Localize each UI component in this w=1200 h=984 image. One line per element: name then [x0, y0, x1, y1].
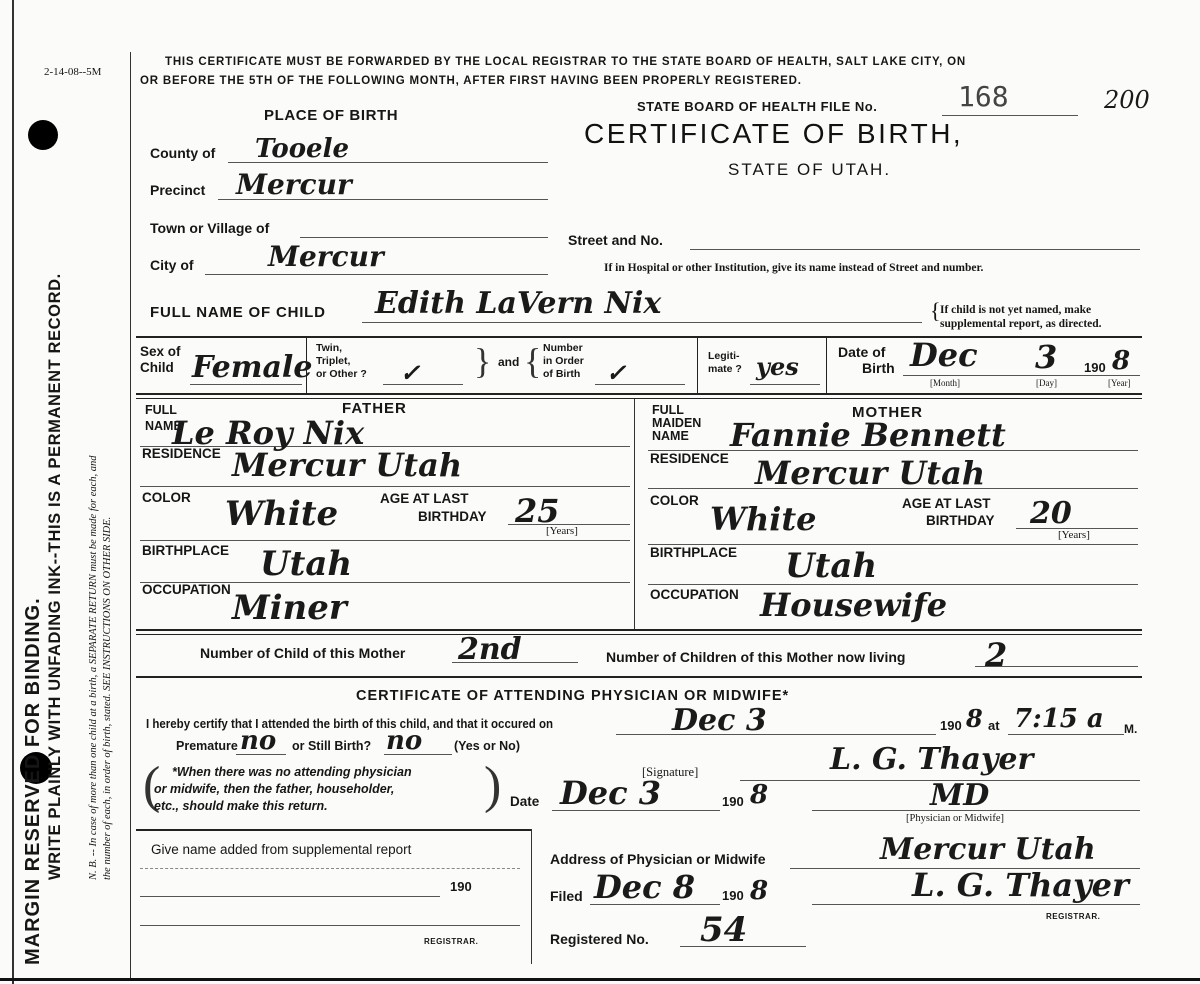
dob-day: 3 — [1035, 338, 1058, 376]
dob-year-prefix: 190 — [1084, 360, 1106, 375]
form-code: 2-14-08--5M — [44, 66, 102, 78]
mother-age-label-2: BIRTHDAY — [926, 513, 995, 528]
father-residence-label: RESIDENCE — [142, 446, 221, 461]
child-number-label: Number of Child of this Mother — [200, 645, 406, 661]
father-color-value: White — [225, 494, 339, 534]
father-heading: FATHER — [342, 400, 407, 417]
signature-value: L. G. Thayer — [830, 742, 1034, 777]
note-line1: *When there was no attending physician — [172, 765, 412, 779]
legit-value: yes — [756, 352, 799, 381]
father-residence-value: Mercur Utah — [232, 446, 463, 484]
father-occupation-value: Miner — [232, 588, 347, 628]
notice-line2: OR BEFORE THE 5TH OF THE FOLLOWING MONTH, AFTER FIRST HAVING BEEN PROPERLY REGISTERED. — [140, 75, 802, 87]
mother-name-value: Fannie Bennett — [730, 416, 1006, 454]
filed-value: Dec 8 — [594, 868, 695, 906]
name-note-line1: If child is not yet named, make — [940, 304, 1092, 316]
dob-label-1: Date of — [838, 344, 886, 360]
father-years-caption: [Years] — [546, 525, 578, 537]
living-value: 2 — [985, 636, 1008, 674]
dob-label-2: Birth — [862, 360, 895, 376]
binding-text: MARGIN RESERVED FOR BINDING. — [22, 597, 44, 965]
date-year-suffix: 8 — [750, 780, 769, 810]
supplemental-year: 190 — [450, 879, 472, 894]
nb-line1: N. B. -- In case of more than one child at a birth, a SEPARATE RETURN must be made for each, and — [88, 455, 99, 880]
note-line2: or midwife, then the father, householder, — [154, 782, 395, 796]
mother-age-label-1: AGE AT LAST — [902, 496, 991, 511]
time-value: 7:15 a — [1014, 704, 1104, 734]
registrar-caption-left: REGISTRAR. — [424, 937, 479, 946]
county-label: County of — [150, 145, 216, 161]
twin-value: ✓ — [400, 358, 421, 387]
signature-label: [Signature] — [642, 765, 699, 779]
filed-year-suffix: 8 — [750, 876, 769, 906]
child-number-value: 2nd — [458, 632, 522, 667]
at-label: at — [988, 718, 1000, 733]
certificate-title: CERTIFICATE OF BIRTH, — [584, 118, 964, 149]
mother-age-value: 20 — [1030, 496, 1072, 531]
father-name-value: Le Roy Nix — [172, 414, 365, 452]
address-value: Mercur Utah — [880, 832, 1096, 867]
sex-label: Sex of Child — [140, 344, 181, 375]
town-label: Town or Village of — [150, 220, 270, 236]
place-of-birth-heading: PLACE OF BIRTH — [264, 107, 399, 124]
full-name-child-label: FULL NAME OF CHILD — [150, 304, 326, 321]
father-age-value: 25 — [515, 492, 560, 530]
mother-heading: MOTHER — [852, 404, 923, 421]
nb-line2: the number of each, in order of birth, stated. SEE INSTRUCTIONS ON OTHER SIDE. — [102, 516, 113, 880]
notice-line1: THIS CERTIFICATE MUST BE FORWARDED BY THE LOCAL REGISTRAR TO THE STATE BOARD OF HEALTH, SALT LAKE CITY, ON — [165, 56, 966, 68]
note-line3: etc., should make this return. — [154, 799, 328, 813]
registered-no-value: 54 — [700, 910, 748, 950]
filed-label: Filed — [550, 888, 583, 904]
year-caption: [Year] — [1108, 378, 1131, 388]
file-no-extra: 200 — [1104, 86, 1150, 114]
physician-birth-date-value: Dec 3 — [672, 703, 767, 738]
registrar-signature: L. G. Thayer — [912, 866, 1129, 904]
father-name-label: FULL NAME — [145, 403, 182, 433]
month-caption: [Month] — [930, 378, 960, 388]
day-caption: [Day] — [1036, 378, 1057, 388]
physician-title-value: MD — [930, 778, 990, 813]
m-label: M. — [1124, 722, 1138, 736]
father-age-label-2: BIRTHDAY — [418, 509, 487, 524]
father-birthplace-value: Utah — [260, 544, 353, 584]
premature-value: no — [240, 726, 277, 756]
twin-label: Twin, Triplet, or Other ? — [316, 342, 367, 380]
county-value: Tooele — [255, 134, 350, 164]
still-birth-label: or Still Birth? — [292, 739, 372, 753]
city-value: Mercur — [268, 240, 384, 273]
address-label: Address of Physician or Midwife — [550, 851, 766, 867]
file-no-value: 168 — [958, 80, 1009, 113]
mother-name-label: FULL MAIDEN NAME — [652, 403, 702, 443]
precinct-label: Precinct — [150, 182, 206, 198]
file-no-label: STATE BOARD OF HEALTH FILE No. — [637, 99, 878, 114]
order-value: ✓ — [606, 358, 627, 387]
street-label: Street and No. — [568, 232, 663, 248]
left-edge — [12, 0, 14, 984]
dob-year-suffix: 8 — [1112, 346, 1131, 376]
date-label: Date — [510, 794, 540, 809]
precinct-value: Mercur — [236, 168, 352, 201]
yes-no-label: (Yes or No) — [454, 739, 520, 753]
mother-color-label: COLOR — [650, 493, 699, 508]
physician-year-suffix: 8 — [966, 704, 983, 733]
registered-no-label: Registered No. — [550, 931, 649, 947]
ink-text: WRITE PLAINLY WITH UNFADING INK--THIS IS A PERMANENT RECORD. — [46, 273, 64, 880]
mother-occupation-value: Housewife — [760, 586, 948, 624]
date-value: Dec 3 — [560, 774, 661, 812]
mother-residence-value: Mercur Utah — [755, 454, 986, 492]
city-label: City of — [150, 257, 194, 273]
name-note-line2: supplemental report, as directed. — [940, 318, 1102, 330]
still-birth-value: no — [386, 726, 423, 756]
physician-year-prefix: 190 — [940, 718, 962, 733]
mother-birthplace-label: BIRTHPLACE — [650, 545, 737, 560]
certificate-subtitle: STATE OF UTAH. — [728, 160, 892, 179]
physician-heading: CERTIFICATE OF ATTENDING PHYSICIAN OR MIDWIFE* — [356, 688, 790, 704]
dob-month: Dec — [910, 336, 978, 374]
margin-rule — [130, 52, 131, 980]
order-label: Number in Order of Birth — [543, 342, 584, 380]
father-birthplace-label: BIRTHPLACE — [142, 543, 229, 558]
certify-text: I hereby certify that I attended the birth of this child, and that it occured on — [146, 717, 554, 731]
father-occupation-label: OCCUPATION — [142, 582, 231, 597]
hospital-note: If in Hospital or other Institution, give its name instead of Street and number. — [604, 262, 984, 274]
registrar-caption-right: REGISTRAR. — [1046, 912, 1101, 921]
mother-birthplace-value: Utah — [785, 546, 878, 586]
date-year-prefix: 190 — [722, 794, 744, 809]
living-label: Number of Children of this Mother now living — [606, 649, 906, 665]
physician-caption: [Physician or Midwife] — [906, 813, 1004, 824]
legit-label: Legiti- mate ? — [708, 350, 742, 375]
sex-value: Female — [192, 350, 313, 385]
mother-occupation-label: OCCUPATION — [650, 587, 739, 602]
filed-year-prefix: 190 — [722, 888, 744, 903]
and-label: and — [498, 355, 520, 369]
premature-label: Premature — [176, 739, 238, 753]
mother-years-caption: [Years] — [1058, 529, 1090, 541]
father-age-label-1: AGE AT LAST — [380, 491, 469, 506]
child-name-value: Edith LaVern Nix — [375, 286, 662, 321]
father-color-label: COLOR — [142, 490, 191, 505]
mother-color-value: White — [710, 500, 817, 538]
supplemental-label: Give name added from supplemental report — [151, 842, 412, 857]
mother-residence-label: RESIDENCE — [650, 451, 729, 466]
